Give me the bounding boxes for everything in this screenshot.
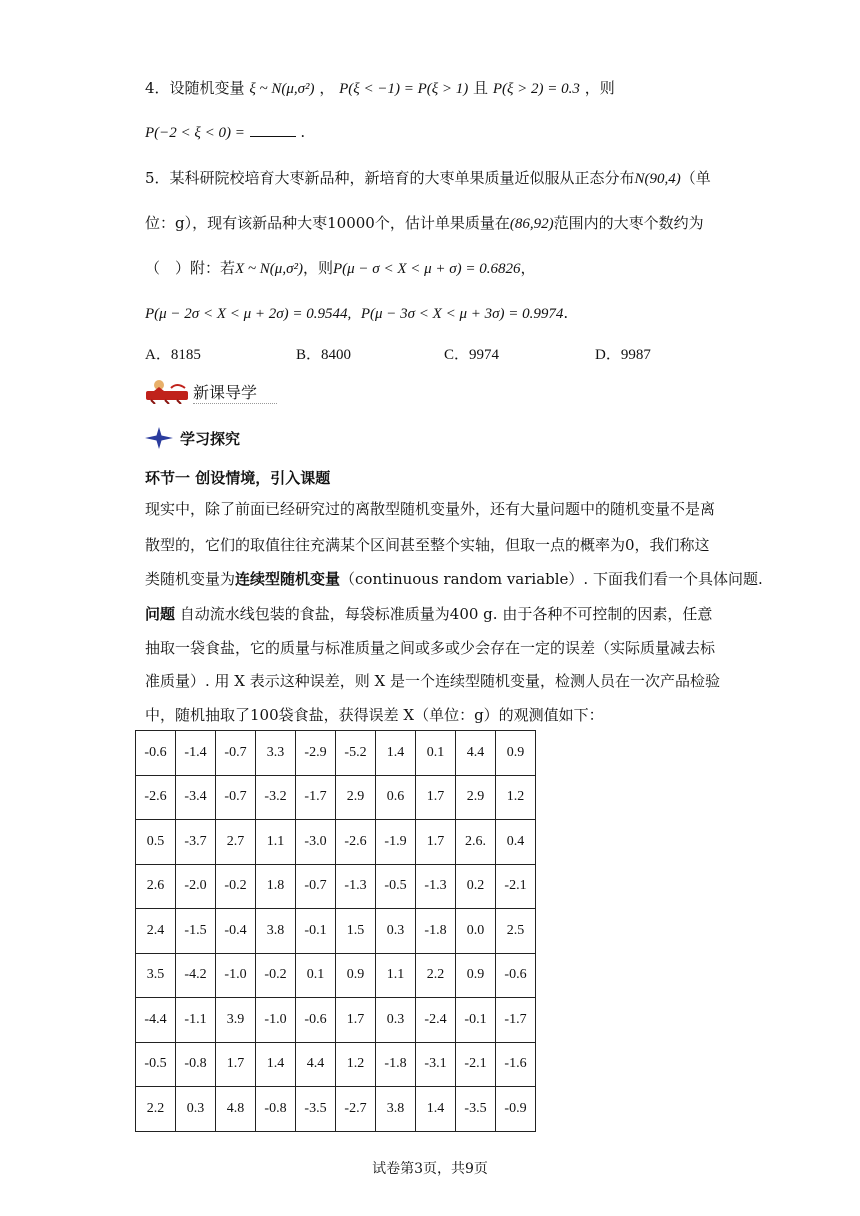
q4-line-1 [145, 77, 615, 100]
table-cell: -1.6 [496, 1042, 536, 1087]
q4-ask: P(−2 < ξ < 0) = [145, 125, 245, 141]
q4-condition-2: P(ξ > 2) = 0.3 [492, 81, 580, 97]
q4-and: 且 [473, 79, 489, 97]
problem-line-4: 中，随机抽取了100袋食盐，获得误差 X（单位：g）的观测值如下： [145, 706, 604, 724]
table-row [136, 1087, 536, 1132]
table-cell: 4.4 [456, 731, 496, 776]
table-cell: -0.1 [296, 909, 336, 954]
table-cell: 0.0 [456, 909, 496, 954]
table-cell: -0.7 [216, 731, 256, 776]
table-row [136, 731, 536, 776]
table-row [136, 820, 536, 865]
table-cell: 4.4 [296, 1042, 336, 1087]
q4-separator: ， [319, 79, 335, 97]
table-cell: -3.2 [256, 775, 296, 820]
table-cell: -1.3 [416, 864, 456, 909]
q5-text: （单 [680, 169, 711, 187]
table-cell: -0.8 [176, 1042, 216, 1087]
table-cell: 3.8 [376, 1087, 416, 1132]
table-row [136, 1042, 536, 1087]
table-cell: 0.9 [496, 731, 536, 776]
table-cell: -0.2 [216, 864, 256, 909]
table-cell: 4.8 [216, 1087, 256, 1132]
table-row [136, 953, 536, 998]
table-cell: -1.4 [176, 731, 216, 776]
q5-line-2 [145, 212, 704, 235]
table-cell: 2.5 [496, 909, 536, 954]
table-row [136, 775, 536, 820]
problem-line-3: 准质量）. 用 X 表示这种误差，则 X 是一个连续型随机变量，检测人员在一次产品检验 [145, 672, 720, 690]
table-cell: -1.9 [376, 820, 416, 865]
table-cell: -3.7 [176, 820, 216, 865]
table-cell: 1.4 [416, 1087, 456, 1132]
table-cell: -4.2 [176, 953, 216, 998]
table-cell: 2.7 [216, 820, 256, 865]
q5-option-b[interactable]: B．8400 [296, 347, 352, 363]
q5-option-d[interactable]: D．9987 [595, 347, 651, 363]
q4-then: ，则 [584, 79, 615, 97]
para1-line-1: 现实中，除了前面已经研究过的离散型随机变量外，还有大量问题中的随机变量不是离 [145, 500, 716, 518]
table-cell: -0.5 [136, 1042, 176, 1087]
table-cell: -1.3 [336, 864, 376, 909]
q4-line-2 [145, 121, 305, 144]
q4-distribution: ξ ~ N(μ,σ²) [249, 81, 315, 97]
table-cell: -1.1 [176, 998, 216, 1043]
table-cell: -3.1 [416, 1042, 456, 1087]
q5-option-c[interactable]: C．9974 [444, 347, 500, 363]
new-lesson-banner [145, 378, 277, 404]
table-cell: -1.5 [176, 909, 216, 954]
para1-text: 类随机变量为 [145, 570, 236, 588]
table-cell: 0.1 [416, 731, 456, 776]
q5-text: . [563, 304, 569, 322]
para1-text: （continuous random variable）. 下面我们看一个具体问题. [340, 570, 763, 588]
table-cell: 0.3 [376, 909, 416, 954]
table-cell: -2.6 [336, 820, 376, 865]
table-cell: -0.2 [256, 953, 296, 998]
table-cell: 2.2 [416, 953, 456, 998]
star-icon [145, 427, 173, 449]
table-cell: -3.5 [296, 1087, 336, 1132]
table-cell: 0.3 [176, 1087, 216, 1132]
q5-line-4 [145, 302, 568, 325]
error-observations-table [135, 730, 536, 1132]
q5-text: 5．某科研院校培育大枣新品种，新培育的大枣单果质量近似服从正态分布 [145, 169, 635, 187]
problem-line-2: 抽取一袋食盐，它的质量与标准质量之间或多或少会存在一定的误差（实际质量减去标 [145, 639, 716, 657]
table-cell: 1.4 [376, 731, 416, 776]
problem-label: 问题 [145, 606, 176, 623]
table-cell: 1.2 [336, 1042, 376, 1087]
table-cell: -2.1 [496, 864, 536, 909]
table-cell: -1.8 [376, 1042, 416, 1087]
table-cell: 1.2 [496, 775, 536, 820]
table-cell: 2.2 [136, 1087, 176, 1132]
q5-formula: X ~ N(μ,σ²) [235, 261, 303, 277]
table-cell: 3.5 [136, 953, 176, 998]
table-cell: -0.7 [296, 864, 336, 909]
table-cell: 2.6. [456, 820, 496, 865]
table-cell: 1.7 [216, 1042, 256, 1087]
table-cell: 1.5 [336, 909, 376, 954]
q5-text: （ ）附：若 [145, 259, 236, 277]
table-cell: -2.6 [136, 775, 176, 820]
table-cell: 0.4 [496, 820, 536, 865]
table-cell: -2.7 [336, 1087, 376, 1132]
table-cell: -3.5 [456, 1087, 496, 1132]
table-cell: 1.1 [376, 953, 416, 998]
q5-formula: P(μ − σ < X < μ + σ) = 0.6826 [332, 261, 521, 277]
table-cell: 0.5 [136, 820, 176, 865]
q4-intro: 4．设随机变量 [145, 79, 245, 97]
q5-text: 位：g），现有该新品种大枣10000个，估计单果质量在 [145, 214, 510, 232]
q5-text: ， [520, 259, 536, 277]
table-row [136, 864, 536, 909]
q5-normal-dist: N(90,4) [634, 171, 681, 187]
table-cell: -2.0 [176, 864, 216, 909]
q5-formula: P(μ − 2σ < X < μ + 2σ) = 0.9544, [145, 306, 352, 322]
page-footer: 试卷第3页，共9页 [372, 1161, 488, 1177]
section-title: 学习探究 [180, 430, 241, 448]
table-cell: -5.2 [336, 731, 376, 776]
q4-end: . [300, 123, 306, 141]
table-cell: 0.3 [376, 998, 416, 1043]
q5-formula: P(μ − 3σ < X < μ + 3σ) = 0.9974 [360, 306, 564, 322]
table-cell: 2.4 [136, 909, 176, 954]
table-cell: -0.4 [216, 909, 256, 954]
segment-title: 环节一 创设情境，引入课题 [145, 469, 331, 487]
lesson-logo-icon [145, 378, 189, 404]
table-cell: -4.4 [136, 998, 176, 1043]
table-row [136, 909, 536, 954]
table-cell: 1.4 [256, 1042, 296, 1087]
table-row [136, 998, 536, 1043]
table-cell: -0.6 [496, 953, 536, 998]
table-cell: 1.7 [336, 998, 376, 1043]
table-cell: 0.6 [376, 775, 416, 820]
table-cell: -2.9 [296, 731, 336, 776]
q5-option-a[interactable]: A．8185 [145, 347, 201, 363]
q5-interval: (86,92) [509, 216, 554, 232]
q4-condition-1: P(ξ < −1) = P(ξ > 1) [339, 81, 469, 97]
banner-underline [193, 403, 277, 404]
q5-text: 范围内的大枣个数约为 [553, 214, 704, 232]
table-cell: 0.2 [456, 864, 496, 909]
q5-text: ，则 [302, 259, 333, 277]
para1-line-2: 散型的，它们的取值往往充满某个区间甚至整个实轴，但取一点的概率为0，我们称这 [145, 536, 710, 554]
table-cell: 1.7 [416, 820, 456, 865]
table-cell: -3.4 [176, 775, 216, 820]
table-cell: -0.9 [496, 1087, 536, 1132]
q5-line-3 [145, 257, 536, 280]
table-cell: 3.3 [256, 731, 296, 776]
table-cell: -0.8 [256, 1087, 296, 1132]
table-cell: -2.4 [416, 998, 456, 1043]
table-cell: 3.8 [256, 909, 296, 954]
q4-answer-blank[interactable] [250, 122, 296, 137]
table-cell: 1.1 [256, 820, 296, 865]
banner-label: 新课导学 [193, 383, 258, 402]
table-cell: -1.0 [216, 953, 256, 998]
table-cell: -0.6 [296, 998, 336, 1043]
table-cell: -0.7 [216, 775, 256, 820]
table-cell: -0.1 [456, 998, 496, 1043]
table-cell: -1.7 [296, 775, 336, 820]
table-cell: 0.9 [336, 953, 376, 998]
table-cell: 2.9 [456, 775, 496, 820]
table-cell: 1.8 [256, 864, 296, 909]
para1-line-3 [145, 568, 763, 591]
table-cell: -1.8 [416, 909, 456, 954]
keyword-continuous-rv: 连续型随机变量 [235, 571, 341, 588]
problem-line-1 [145, 603, 712, 626]
q5-line-1 [145, 167, 711, 190]
table-cell: -0.5 [376, 864, 416, 909]
table-cell: 2.9 [336, 775, 376, 820]
table-cell: -0.6 [136, 731, 176, 776]
table-cell: 2.6 [136, 864, 176, 909]
table-cell: -3.0 [296, 820, 336, 865]
problem-text: 自动流水线包装的食盐，每袋标准质量为400 g. 由于各种不可控制的因素，任意 [175, 605, 713, 623]
table-cell: -2.1 [456, 1042, 496, 1087]
table-cell: -1.7 [496, 998, 536, 1043]
table-cell: 0.9 [456, 953, 496, 998]
table-cell: 3.9 [216, 998, 256, 1043]
table-cell: -1.0 [256, 998, 296, 1043]
table-cell: 1.7 [416, 775, 456, 820]
table-cell: 0.1 [296, 953, 336, 998]
